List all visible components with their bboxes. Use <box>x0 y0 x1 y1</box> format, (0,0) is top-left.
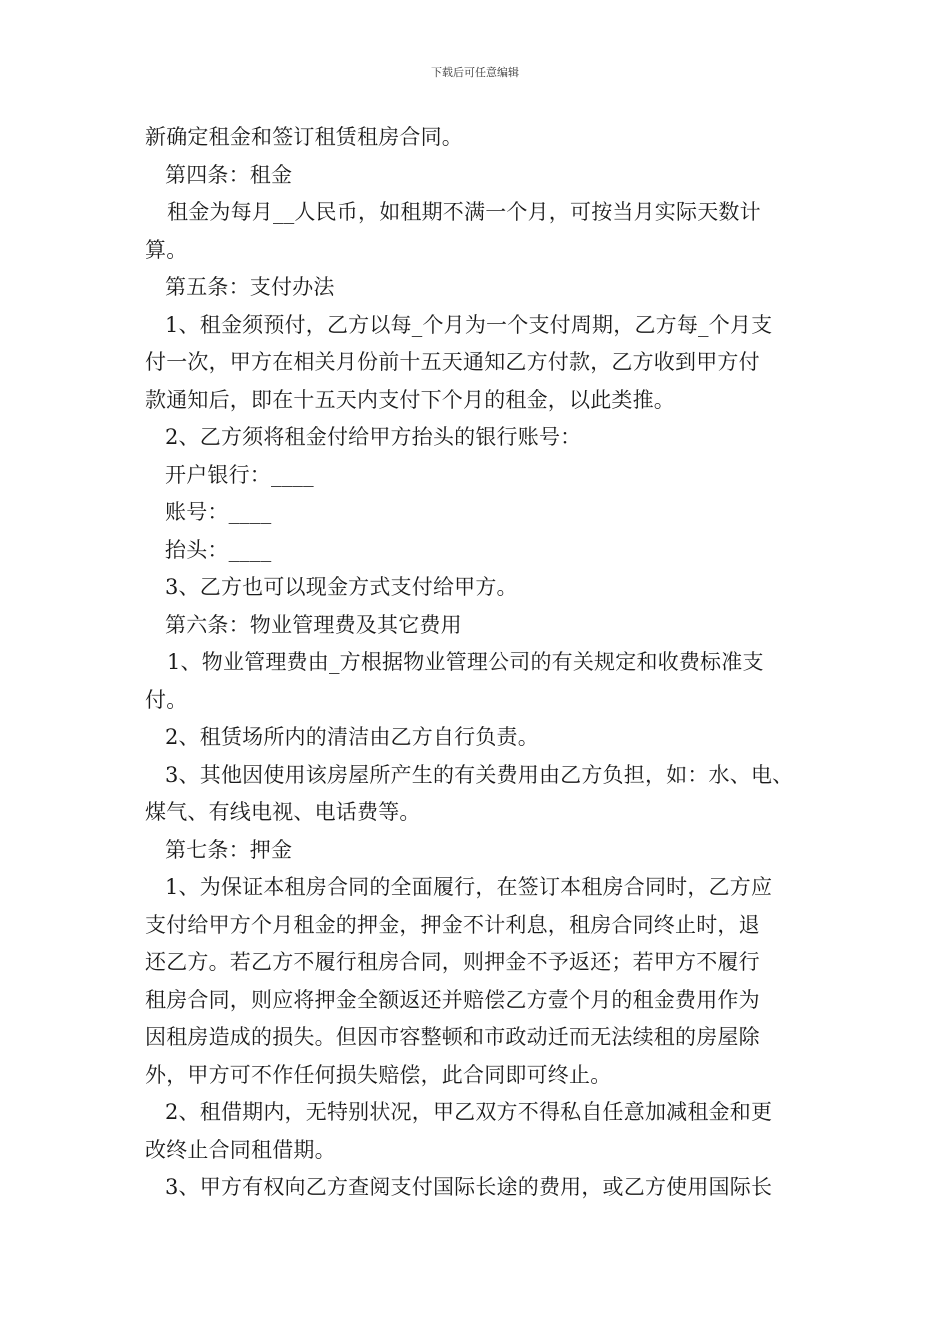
text-line: 新确定租金和签订租赁租房合同。 <box>145 125 463 149</box>
text-line: 3、甲方有权向乙方查阅支付国际长途的费用，或乙方使用国际长 <box>165 1175 773 1199</box>
account-number-field: 账号：____ <box>165 500 272 524</box>
text-line: 改终止合同租借期。 <box>145 1137 336 1162</box>
text-line: 还乙方。若乙方不履行租房合同，则押金不予返还；若甲方不履行 <box>145 950 760 974</box>
bank-name-field: 开户银行：____ <box>165 462 314 487</box>
text-line: 付。 <box>145 687 188 712</box>
text-line: 租房合同，则应将押金全额返还并赔偿乙方壹个月的租金费用作为 <box>145 987 760 1012</box>
text-line: 因租房造成的损失。但因市容整顿和市政动迁而无法续租的房屋除 <box>145 1025 760 1049</box>
text-line: 2、租借期内，无特别状况，甲乙双方不得私自任意加减租金和更 <box>165 1100 773 1124</box>
text-line: 3、乙方也可以现金方式支付给甲方。 <box>165 575 518 599</box>
text-line: 煤气、有线电视、电话费等。 <box>145 800 421 824</box>
document-body <box>145 119 817 1207</box>
text-line: 1、为保证本租房合同的全面履行，在签订本租房合同时，乙方应 <box>165 875 773 899</box>
text-line: 租金为每月__人民币，如租期不满一个月，可按当月实际天数计 <box>167 200 761 224</box>
text-line: 1、租金须预付，乙方以每_个月为一个支付周期，乙方每_个月支 <box>165 312 773 337</box>
section-heading-7: 第七条：押金 <box>165 837 293 862</box>
section-heading-5: 第五条：支付办法 <box>165 275 335 299</box>
section-heading-4: 第四条：租金 <box>165 162 293 187</box>
page-header: 下载后可任意编辑 <box>431 66 519 79</box>
text-line: 3、其他因使用该房屋所产生的有关费用由乙方负担，如：水、电、 <box>165 762 794 787</box>
text-line: 款通知后，即在十五天内支付下个月的租金，以此类推。 <box>145 387 675 412</box>
text-line: 2、乙方须将租金付给甲方抬头的银行账号： <box>165 425 582 449</box>
text-line: 1、物业管理费由_方根据物业管理公司的有关规定和收费标准支 <box>167 650 764 674</box>
text-line: 支付给甲方个月租金的押金，押金不计利息，租房合同终止时，退 <box>145 912 760 937</box>
text-line: 付一次，甲方在相关月份前十五天通知乙方付款，乙方收到甲方付 <box>145 350 760 374</box>
text-line: 外，甲方可不作任何损失赔偿，此合同即可终止。 <box>145 1062 612 1087</box>
text-line: 算。 <box>145 237 188 262</box>
account-title-field: 抬头：____ <box>165 537 272 562</box>
text-line: 2、租赁场所内的清洁由乙方自行负责。 <box>165 725 539 749</box>
section-heading-6: 第六条：物业管理费及其它费用 <box>165 612 462 637</box>
